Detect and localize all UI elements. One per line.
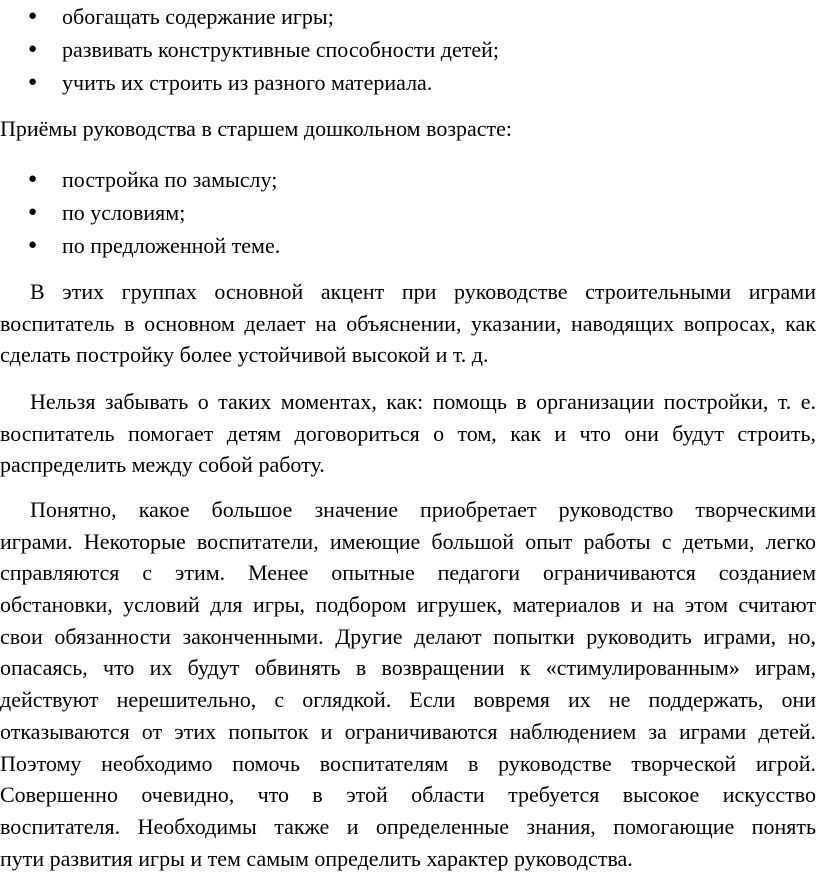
paragraph-2 — [0, 386, 816, 481]
paragraph-line: В этих группах основной акцент при руководстве строительными играми — [30, 279, 816, 304]
paragraph-line: играми. Некоторые воспитатели, имеющие большой опыт работы с детьми, легко — [0, 528, 816, 554]
paragraph-line: воспитатель в основном делает на объяснении, указании, наводящих вопросах, как — [0, 310, 816, 336]
paragraph-line: отказываются от этих попыток и ограничиваются наблюдением за играми детей. — [0, 718, 816, 744]
list-item — [0, 66, 499, 99]
list-item — [0, 0, 499, 33]
paragraph-line: воспитателя. Необходимы также и определенные знания, помогающие понять — [0, 813, 816, 839]
bullet-icon: ● — [28, 74, 38, 90]
paragraph-line: справляются с этим. Менее опытные педагоги ограничиваются созданием — [0, 560, 816, 586]
paragraph-3 — [0, 494, 816, 874]
paragraph-line: действуют нерешительно, с оглядкой. Если вовремя их не поддержать, они — [0, 687, 816, 713]
paragraph-line: пути развития игры и тем самым определить характер руководства. — [0, 845, 633, 871]
list-item-text: постройка по замыслу; — [62, 167, 278, 192]
bullet-icon: ● — [28, 204, 38, 220]
paragraph-line: воспитатель помогает детям договориться о том, как и что они будут строить, — [0, 420, 816, 446]
paragraph-line: Поэтому необходимо помочь воспитателям в руководстве творческой игрой. — [0, 750, 816, 776]
goals-list — [0, 0, 499, 99]
paragraph-line: распределить между собой работу. — [0, 452, 325, 478]
bullet-icon: ● — [28, 8, 38, 24]
paragraph-line: свои обязанности законченными. Другие делают попытки руководить играми, но, — [0, 623, 816, 649]
paragraph-line: сделать постройку более устойчивой высокой и т. д. — [0, 342, 489, 368]
paragraph-line: Нельзя забывать о таких моментах, как: помощь в организации постройки, т. е. — [30, 389, 816, 414]
list-item-text: обогащать содержание игры; — [62, 4, 334, 29]
paragraph-line: Совершенно очевидно, что в этой области требуется высокое искусство — [0, 782, 816, 808]
methods-list — [0, 163, 280, 262]
list-item — [0, 196, 280, 229]
paragraph-line: Понятно, какое большое значение приобретает руководство творческими — [30, 497, 816, 522]
list-item-text: по предложенной теме. — [62, 233, 281, 258]
paragraph-line: опасаясь, что их будут обвинять в возвращении к «стимулированным» играм, — [0, 655, 816, 681]
list-item-text: учить их строить из разного материала. — [62, 70, 433, 95]
bullet-icon: ● — [28, 237, 38, 253]
paragraph-line: обстановки, условий для игры, подбором игрушек, материалов и на этом считают — [0, 592, 816, 618]
list-item-text: по условиям; — [62, 200, 186, 225]
bullet-icon: ● — [28, 41, 38, 57]
bullet-icon: ● — [28, 171, 38, 187]
list-item — [0, 33, 499, 66]
list-item — [0, 163, 280, 196]
section-heading: Приёмы руководства в старшем дошкольном возрасте: — [0, 116, 513, 141]
list-item-text: развивать конструктивные способности детей; — [62, 37, 499, 62]
paragraph-1 — [0, 276, 816, 371]
list-item — [0, 229, 280, 262]
